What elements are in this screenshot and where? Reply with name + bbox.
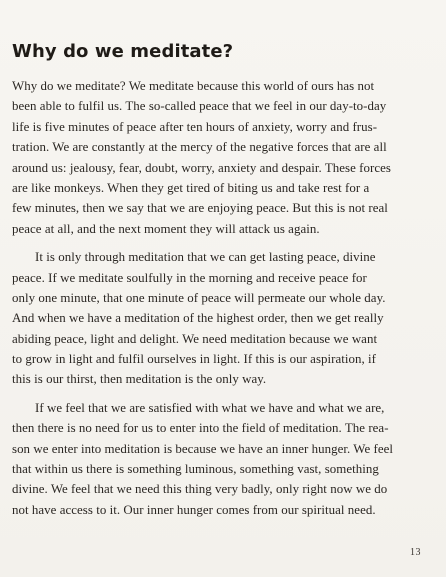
text-line: It is only through meditation that we can get lasting peace, divine — [35, 250, 376, 265]
text-line: abiding peace, light and delight. We need meditation because we want — [12, 331, 378, 346]
text-line: And when we have a meditation of the highest order, then we get really — [12, 311, 384, 326]
paragraph-3 — [12, 398, 438, 520]
text-line: peace. If we meditate soulfully in the morning and receive peace for — [12, 270, 367, 285]
text-line: then there is no need for us to enter into the field of meditation. The rea- — [12, 421, 389, 436]
text-line: been able to fulfil us. The so-called peace that we feel in our day-to-day — [12, 99, 387, 114]
paragraph-1 — [12, 76, 438, 239]
paragraph-spacer — [12, 239, 438, 247]
body-text — [12, 76, 438, 520]
text-line: peace at all, and the next moment they will attack us again. — [12, 221, 320, 236]
text-line: that within us there is something luminous, something vast, something — [12, 462, 379, 477]
text-line: are like monkeys. When they get tired of biting us and take rest for a — [12, 180, 370, 195]
text-line: only one minute, that one minute of peace will permeate our whole day. — [12, 290, 386, 305]
text-line: divine. We feel that we need this thing very badly, only right now we do — [12, 482, 388, 497]
text-line: Why do we meditate? We meditate because this world of ours has not — [12, 79, 375, 93]
paragraph-2 — [12, 247, 438, 390]
text-line: not have access to it. Our inner hunger comes from our spiritual need. — [12, 502, 376, 517]
paragraph-spacer — [12, 390, 438, 398]
text-line: to grow in light and fulfil ourselves in light. If this is our aspiration, if — [12, 352, 377, 367]
text-line: tration. We are constantly at the mercy of the negative forces that are all — [12, 140, 387, 155]
text-line: this is our thirst, then meditation is the only way. — [12, 372, 267, 387]
section-heading: Why do we meditate? — [12, 41, 234, 62]
page-number: 13 — [410, 547, 421, 558]
text-line: son we enter into meditation is because we have an inner hunger. We feel — [12, 441, 394, 456]
text-line: life is five minutes of peace after ten hours of anxiety, worry and frus- — [12, 119, 378, 134]
text-line: around us: jealousy, fear, doubt, worry, anxiety and despair. These forces — [12, 160, 391, 175]
text-line: If we feel that we are satisfied with what we have and what we are, — [35, 400, 385, 415]
text-line: few minutes, then we say that we are enjoying peace. But this is not real — [12, 201, 388, 216]
